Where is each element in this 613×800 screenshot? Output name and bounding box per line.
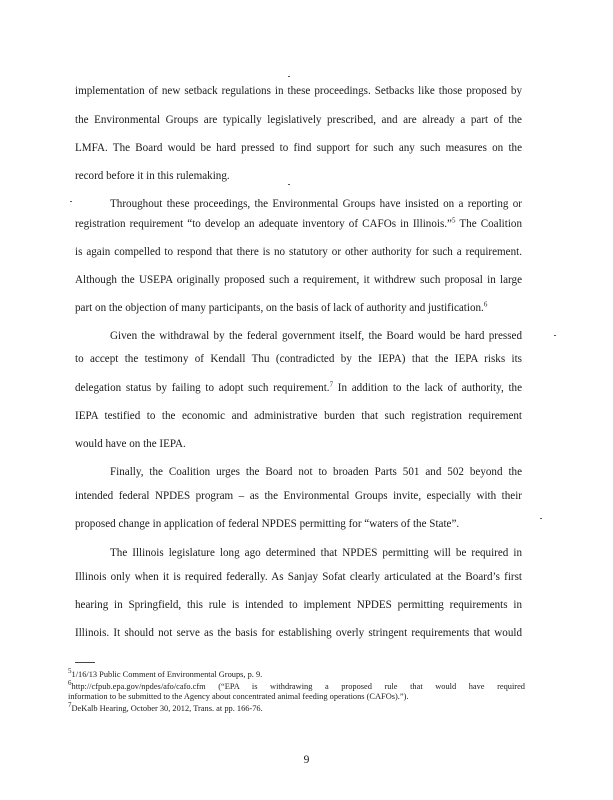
- body-line-with-footnote: [75, 301, 522, 315]
- scan-speck: [540, 518, 542, 519]
- body-line: Illinois only when it is required federally. As Sanjay Sofat clearly articulated at the Board’s first: [75, 571, 522, 583]
- footnote-text: 1/16/13 Public Comment of Environmental Groups, p. 9.: [71, 670, 263, 679]
- body-line: Finally, the Coalition urges the Board not to broaden Parts 501 and 502 beyond the: [110, 466, 522, 478]
- footnote-ref: 6: [483, 300, 488, 309]
- body-line: would have on the IEPA.: [75, 438, 186, 450]
- body-text: registration requirement “to develop an adequate inventory of CAFOs in Illinois.”: [75, 218, 452, 230]
- body-text: part on the objection of many participants, on the basis of lack of authority and justification.: [75, 302, 484, 314]
- body-line-with-footnote: [75, 217, 522, 231]
- body-line: is again compelled to respond that there is no statutory or other authority for such a requirement.: [75, 246, 522, 258]
- scan-speck: [554, 335, 556, 336]
- body-text: In addition to the lack of authority, the: [333, 382, 522, 394]
- body-line: hearing in Springfield, this rule is intended to implement NPDES permitting requirements in: [75, 599, 522, 611]
- body-line: implementation of new setback regulations in these proceedings. Setbacks like those proposed by: [75, 85, 522, 97]
- scan-speck: [288, 76, 290, 77]
- footnote-text: http://cfpub.epa.gov/npdes/afo/cafo.cfm (“EPA is withdrawing a proposed rule that would have required: [71, 682, 525, 691]
- body-line: The Illinois legislature long ago determined that NPDES permitting will be required in: [110, 547, 522, 559]
- body-line: record before it in this rulemaking.: [75, 170, 230, 182]
- footnote-text: DeKalb Hearing, October 30, 2012, Trans. at pp. 166-76.: [71, 704, 263, 713]
- footnote-continuation: [68, 692, 525, 702]
- footnote-number: 7: [68, 701, 72, 710]
- footnote-separator: [75, 662, 95, 663]
- body-line: intended federal NPDES program – as the Environmental Groups invite, especially with their: [75, 490, 522, 502]
- body-text: delegation status by failing to adopt such requirement.: [75, 382, 330, 394]
- body-line: Illinois. It should not serve as the basis for establishing overly stringent requirements that would: [75, 627, 522, 639]
- footnote-text: information to be submitted to the Agency about concentrated animal feeding operations (CAFOs).”).: [68, 692, 409, 701]
- footnote: [68, 679, 525, 692]
- body-line: LMFA. The Board would be hard pressed to find support for such any such measures on the: [75, 142, 522, 154]
- body-line: proposed change in application of federal NPDES permitting for “waters of the State”.: [75, 518, 460, 530]
- page-number: 9: [303, 754, 310, 766]
- footnote: [68, 667, 525, 680]
- footnote: [68, 701, 525, 714]
- body-line-with-footnote: [75, 381, 522, 395]
- footnote-ref: 7: [329, 380, 334, 389]
- scan-speck: [70, 201, 72, 202]
- body-line: the Environmental Groups are typically legislatively prescribed, and are already a part of the: [75, 114, 522, 126]
- scan-speck: [288, 184, 290, 185]
- footnote-number: 5: [68, 667, 72, 676]
- footnote-ref: 5: [451, 216, 456, 225]
- body-line: Throughout these proceedings, the Environmental Groups have insisted on a reporting or: [110, 198, 522, 210]
- body-line: IEPA testified to the economic and administrative burden that such registration requirement: [75, 410, 522, 422]
- body-line: to accept the testimony of Kendall Thu (contradicted by the IEPA) that the IEPA risks its: [75, 353, 522, 365]
- body-text: The Coalition: [455, 218, 522, 230]
- body-line: Given the withdrawal by the federal government itself, the Board would be hard pressed: [110, 330, 522, 342]
- body-line: Although the USEPA originally proposed such a requirement, it withdrew such proposal in large: [75, 274, 522, 286]
- footnote-number: 6: [68, 679, 72, 688]
